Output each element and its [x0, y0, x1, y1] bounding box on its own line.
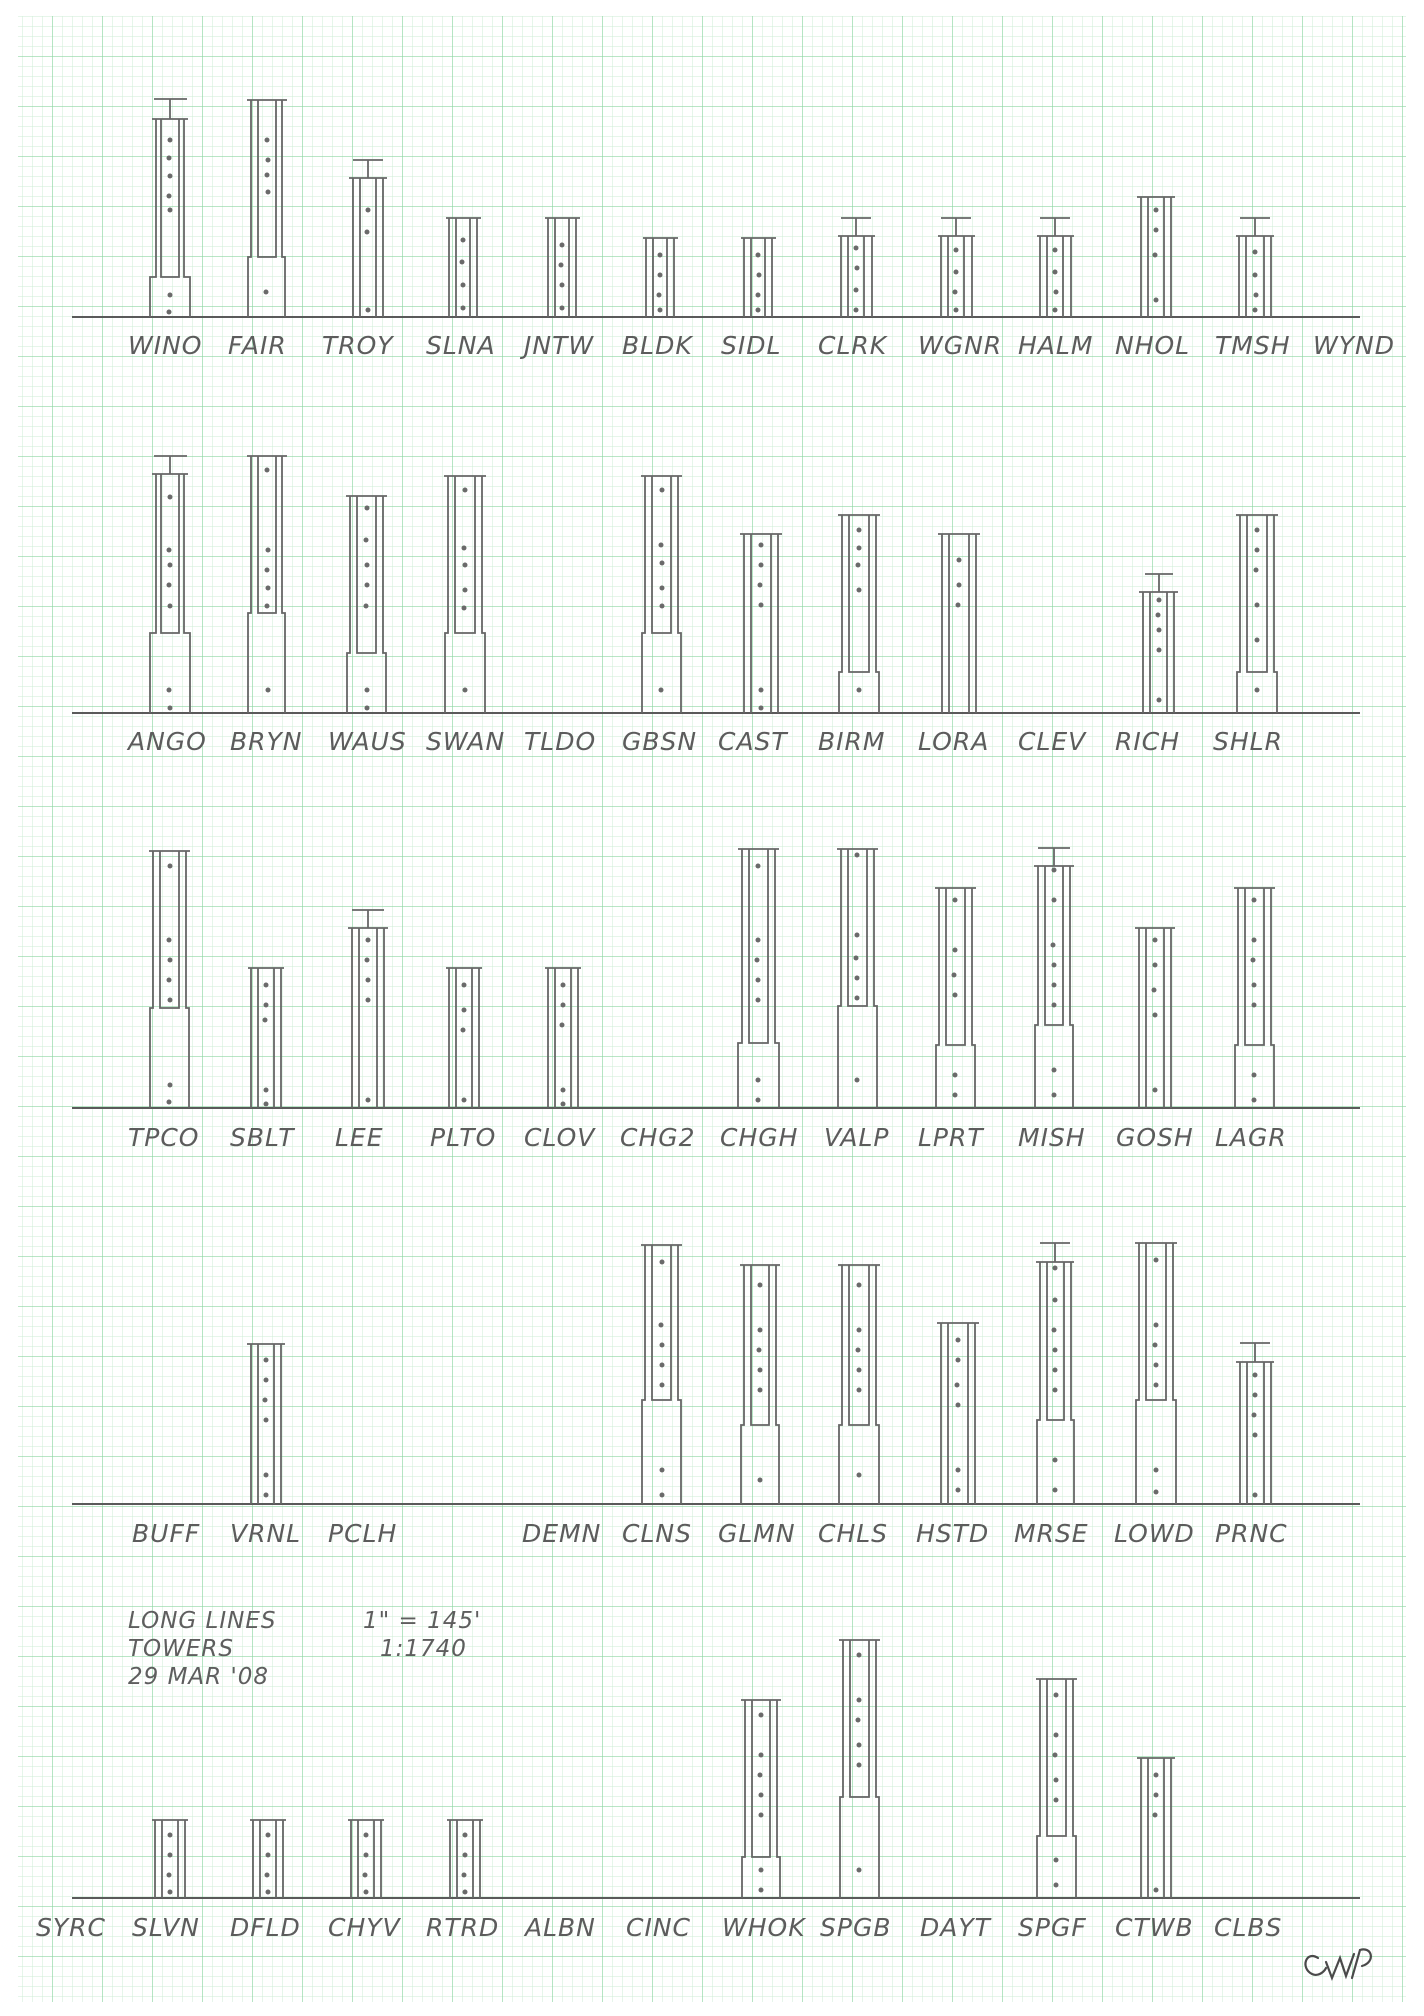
station-label: DFLD [230, 1913, 301, 1942]
station-label: CHLS [818, 1519, 889, 1548]
station-label: SLVN [132, 1913, 200, 1942]
station-label: LEE [335, 1123, 384, 1152]
station-label: DAYT [920, 1913, 991, 1942]
station-label: FAIR [228, 331, 287, 360]
station-label: PLTO [430, 1123, 497, 1152]
station-label: BRYN [230, 727, 303, 756]
station-label: TMSH [1215, 331, 1291, 360]
station-label: CINC [626, 1913, 691, 1942]
station-label: TPCO [128, 1123, 200, 1152]
station-label: WINO [128, 331, 203, 360]
station-label: NHOL [1115, 331, 1191, 360]
station-label: CHGH [720, 1123, 799, 1152]
station-label: SWAN [426, 727, 506, 756]
station-label: LAGR [1215, 1123, 1287, 1152]
station-label: SLNA [426, 331, 496, 360]
station-label: SHLR [1213, 727, 1283, 756]
station-label: ALBN [525, 1913, 596, 1942]
station-label: CHYV [328, 1913, 401, 1942]
station-label: CLBS [1214, 1913, 1283, 1942]
station-label: PCLH [328, 1519, 398, 1548]
station-label: CLRK [818, 331, 888, 360]
station-label: WAUS [328, 727, 407, 756]
station-label: TROY [322, 331, 394, 360]
drawing-title-line1: LONG LINES [128, 1608, 277, 1634]
station-label: LPRT [918, 1123, 984, 1152]
station-label: GBSN [622, 727, 698, 756]
station-label: CAST [718, 727, 788, 756]
station-label: BIRM [818, 727, 886, 756]
station-label: MISH [1018, 1123, 1086, 1152]
station-label: VALP [824, 1123, 890, 1152]
station-label: HALM [1018, 331, 1094, 360]
station-label: WYND [1313, 331, 1395, 360]
station-label: WHOK [722, 1913, 806, 1942]
station-label: RTRD [426, 1913, 500, 1942]
scale-inch: 1" = 145' [363, 1608, 482, 1634]
station-label: BLDK [622, 331, 693, 360]
drawing-date: 29 MAR '08 [128, 1664, 270, 1690]
drawing-title-line2: TOWERS [128, 1636, 235, 1662]
station-label: SYRC [36, 1913, 106, 1942]
station-label: SPGF [1018, 1913, 1087, 1942]
station-label: LORA [918, 727, 990, 756]
station-label: WGNR [918, 331, 1003, 360]
station-label: JNTW [524, 331, 595, 360]
station-label: PRNC [1215, 1519, 1288, 1548]
station-label: ANGO [128, 727, 207, 756]
station-label: BUFF [132, 1519, 201, 1548]
station-label: VRNL [230, 1519, 302, 1548]
station-label: SBLT [230, 1123, 295, 1152]
scale-ratio: 1:1740 [380, 1636, 467, 1662]
station-label: RICH [1115, 727, 1180, 756]
station-label: DEMN [522, 1519, 602, 1548]
station-label: CHG2 [620, 1123, 696, 1152]
station-label: LOWD [1114, 1519, 1195, 1548]
station-label: SPGB [820, 1913, 892, 1942]
station-label: CTWB [1115, 1913, 1194, 1942]
grid-background [18, 16, 1406, 2002]
station-label: CLNS [622, 1519, 692, 1548]
station-label: TLDO [524, 727, 597, 756]
station-label: SIDL [721, 331, 782, 360]
station-label: HSTD [916, 1519, 990, 1548]
station-label: CLEV [1018, 727, 1087, 756]
station-label: GLMN [718, 1519, 796, 1548]
station-label: CLOV [524, 1123, 596, 1152]
station-label: MRSE [1014, 1519, 1089, 1548]
station-label: GOSH [1116, 1123, 1194, 1152]
